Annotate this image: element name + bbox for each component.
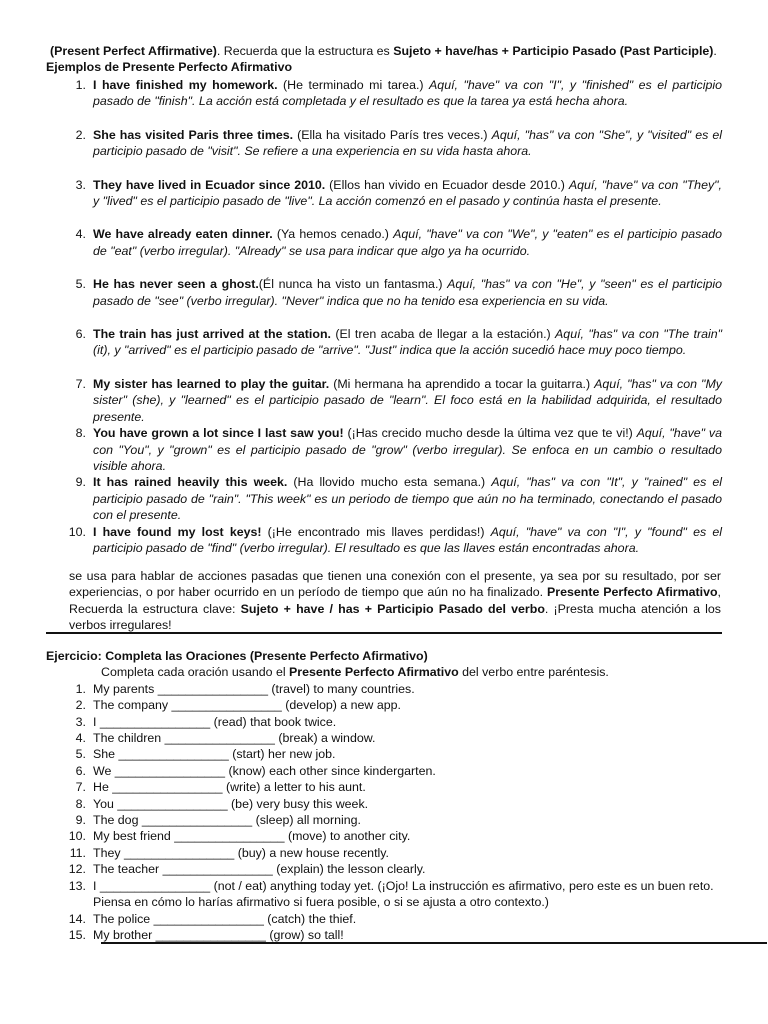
section-divider [46, 632, 722, 634]
exercise-item [46, 730, 746, 746]
example-sentence: My sister has learned to play the guitar. [93, 376, 330, 391]
exercise-text: She ________________ (start) her new job. [93, 747, 336, 762]
example-number: 2. [75, 127, 86, 142]
exercise-text: He ________________ (write) a letter to his aunt. [93, 780, 366, 795]
example-item [46, 474, 722, 523]
example-number: 6. [75, 327, 86, 342]
example-note: Aquí, "has" va con "She", y "visited" es el participio pasado de "visit". Se refiere a una experiencia en su vida hasta ahora. [93, 127, 722, 159]
example-number: 4. [75, 227, 86, 242]
exercise-item [46, 911, 746, 927]
exercise-item [46, 763, 746, 779]
example-translation: (He terminado mi tarea.) [277, 78, 430, 92]
exercise-text: My brother ________________ (grow) so tall! [93, 927, 344, 942]
exercise-number: 9. [75, 813, 86, 828]
example-item [46, 177, 722, 210]
example-note: Aquí, "has" va con "It", y "rained" es el participio pasado de "rain". "This week" es un periodo de tiempo que aún no ha terminado, conectando el pasado con el presente. [93, 475, 722, 523]
intro-text: . Recuerda que la estructura es [216, 44, 394, 58]
example-note: Aquí, "have" va con "I", y "found" es el participio pasado de "find" (verbo irregular). El resultado es que las llaves están encontradas ahora. [93, 524, 722, 555]
exercise-item [46, 796, 746, 812]
exercise-number: 8. [75, 796, 86, 811]
exercise-item [46, 828, 746, 844]
example-translation: (Ellos han vivido en Ecuador desde 2010.) [325, 177, 569, 192]
example-sentence: She has visited Paris three times. [93, 127, 294, 142]
instruction-post: del verbo entre paréntesis. [458, 665, 609, 680]
example-translation: (Él nunca ha visto un fantasma.) [258, 277, 448, 292]
example-note: Aquí, "has" va con "The train" (it), y "arrived" es el participio pasado de "arrive". "Just" indica que la acción sucedió hace muy poco tiempo. [93, 327, 723, 358]
exercise-number: 3. [75, 714, 86, 729]
exercise-section [46, 648, 746, 943]
example-note: Aquí, "have" va con "I", y "finished" es el participio pasado de "finish". La acción está completada y el resultado es que la tarea ya está hecha ahora. [93, 78, 722, 109]
exercise-number: 13. [68, 878, 86, 893]
exercise-text: The teacher ________________ (explain) the lesson clearly. [93, 862, 426, 877]
example-item [46, 326, 722, 359]
intro-line [46, 43, 722, 59]
example-sentence: I have found my lost keys! [93, 524, 262, 539]
example-note: Aquí, "have" va con "You", y "grown" es el participio pasado de "grow" (verbo irregular). Se enfoca en un cambio o resultado visible ahora. [93, 426, 723, 473]
example-translation: (Mi hermana ha aprendido a tocar la guitarra.) [329, 376, 595, 391]
example-note: Aquí, "has" va con "My sister" (she), y "learned" es el participio pasado de "learn". El foco está en la habilidad adquirida, el resultado presente. [93, 376, 722, 424]
exercise-number: 5. [75, 747, 86, 762]
exercise-text: The children ________________ (break) a window. [93, 731, 376, 746]
example-number: 10. [68, 524, 86, 539]
intro-structure: Sujeto + have/has + Participio Pasado (Past Participle) [393, 44, 714, 58]
example-sentence: You have grown a lot since I last saw you! [93, 426, 344, 441]
instruction-bold: Presente Perfecto Afirmativo [289, 665, 459, 680]
exercise-title-text: Ejercicio: Completa las Oraciones (Presente Perfecto Afirmativo) [46, 649, 428, 663]
exercise-item [46, 697, 746, 713]
example-item [46, 524, 722, 557]
example-translation: (Ella ha visitado París tres veces.) [293, 127, 492, 142]
exercise-number: 1. [75, 681, 86, 696]
exercise-text: My best friend ________________ (move) to another city. [93, 829, 411, 844]
exercise-number: 15. [68, 927, 86, 942]
exercise-text: I ________________ (read) that book twice. [93, 714, 337, 729]
example-translation: (El tren acaba de llegar a la estación.) [330, 327, 556, 342]
example-sentence: I have finished my homework. [93, 78, 278, 92]
example-sentence: We have already eaten dinner. [93, 227, 273, 242]
example-number: 1. [75, 78, 86, 92]
example-translation: (¡Has crecido mucho desde la última vez que te vi!) [343, 426, 637, 441]
example-sentence: It has rained heavily this week. [93, 475, 288, 490]
example-sentence: They have lived in Ecuador since 2010. [93, 177, 326, 192]
intro-title: (Present Perfect Affirmative) [50, 44, 217, 58]
example-item [46, 425, 722, 474]
examples-heading-text: Ejemplos de Presente Perfecto Afirmativo [46, 60, 293, 75]
example-note: Aquí, "have" va con "We", y "eaten" es el participio pasado de "eat" (verbo irregular). "Already" se usa para indicar que algo ya ha ocurrido. [93, 227, 722, 258]
exercise-item [46, 927, 746, 943]
exercise-number: 4. [75, 731, 86, 746]
exercise-item [46, 845, 746, 861]
exercise-number: 12. [68, 862, 86, 877]
exercise-list [46, 681, 746, 944]
instruction-pre: Completa cada oración usando el [101, 665, 290, 680]
example-number: 8. [75, 426, 86, 441]
example-number: 9. [75, 475, 86, 490]
exercise-text: We ________________ (know) each other since kindergarten. [93, 763, 436, 778]
exercise-item [46, 861, 746, 877]
exercise-number: 11. [69, 845, 86, 860]
exercise-text: My parents ________________ (travel) to many countries. [93, 681, 415, 696]
summary-bold-1: Presente Perfecto Afirmativo [547, 585, 718, 600]
exercise-number: 10. [68, 829, 86, 844]
exercise-item [46, 812, 746, 828]
exercise-number: 6. [75, 763, 86, 778]
examples-list [46, 77, 722, 556]
example-translation: (Ya hemos cenado.) [272, 227, 394, 242]
summary-paragraph [69, 568, 721, 634]
exercise-text: The company ________________ (develop) a new app. [93, 698, 401, 713]
example-number: 5. [75, 277, 86, 292]
exercise-number: 14. [68, 911, 86, 926]
summary-text-3: . ¡Presta mucha atención a los verbos irregulares! [69, 601, 721, 633]
exercise-item [46, 878, 746, 911]
example-translation: (¡He encontrado mis llaves perdidas!) [261, 524, 491, 539]
bottom-divider [101, 942, 767, 944]
summary-text-1: se usa para hablar de acciones pasadas que tienen una conexión con el presente, ya sea por su resultado, por ser experiencias, o por haber ocurrido en un período de tiempo que aún no ha finalizado. [69, 569, 721, 600]
example-number: 3. [75, 177, 86, 192]
exercise-item [46, 714, 746, 730]
intro-end: . [713, 44, 717, 58]
example-item [46, 77, 722, 110]
example-item [46, 127, 722, 160]
exercise-item [46, 681, 746, 697]
exercise-text: The dog ________________ (sleep) all morning. [93, 813, 361, 828]
summary-bold-2: Sujeto + have / has + Participio Pasado del verbo [240, 601, 545, 616]
exercise-item [46, 746, 746, 762]
example-item [46, 376, 722, 425]
exercise-text: The police ________________ (catch) the thief. [93, 911, 357, 926]
example-note: Aquí, "have" va con "They", y "lived" es el participio pasado de "live". La acción comenzó en el pasado y continúa hasta el presente. [93, 177, 723, 209]
exercise-item [46, 779, 746, 795]
exercise-text: I ________________ (not / eat) anything today yet. (¡Ojo! La instrucción es afirmativo, pero este es un buen reto. Piensa en cómo lo harías afirmativo si fuera posible, o si se ajusta a otro contexto.) [93, 878, 714, 910]
exercise-instruction [46, 664, 746, 680]
example-sentence: The train has just arrived at the station. [93, 327, 331, 342]
exercise-number: 2. [75, 698, 86, 713]
example-item [46, 226, 722, 259]
example-item [46, 276, 722, 309]
summary-text-2: , Recuerda la estructura clave: [69, 585, 721, 616]
exercise-number: 7. [75, 780, 86, 795]
intro-block [46, 43, 722, 76]
example-number: 7. [75, 376, 86, 391]
exercise-title [46, 648, 746, 664]
exercise-text: You ________________ (be) very busy this week. [93, 796, 369, 811]
example-sentence: He has never seen a ghost. [93, 277, 259, 292]
exercise-text: They ________________ (buy) a new house recently. [93, 845, 389, 860]
example-translation: (Ha llovido mucho esta semana.) [287, 475, 492, 490]
example-note: Aquí, "has" va con "He", y "seen" es el participio pasado de "see" (verbo irregular). "Never" indica que no ha tenido esa experiencia en su vida. [93, 277, 723, 308]
examples-heading [46, 59, 722, 75]
